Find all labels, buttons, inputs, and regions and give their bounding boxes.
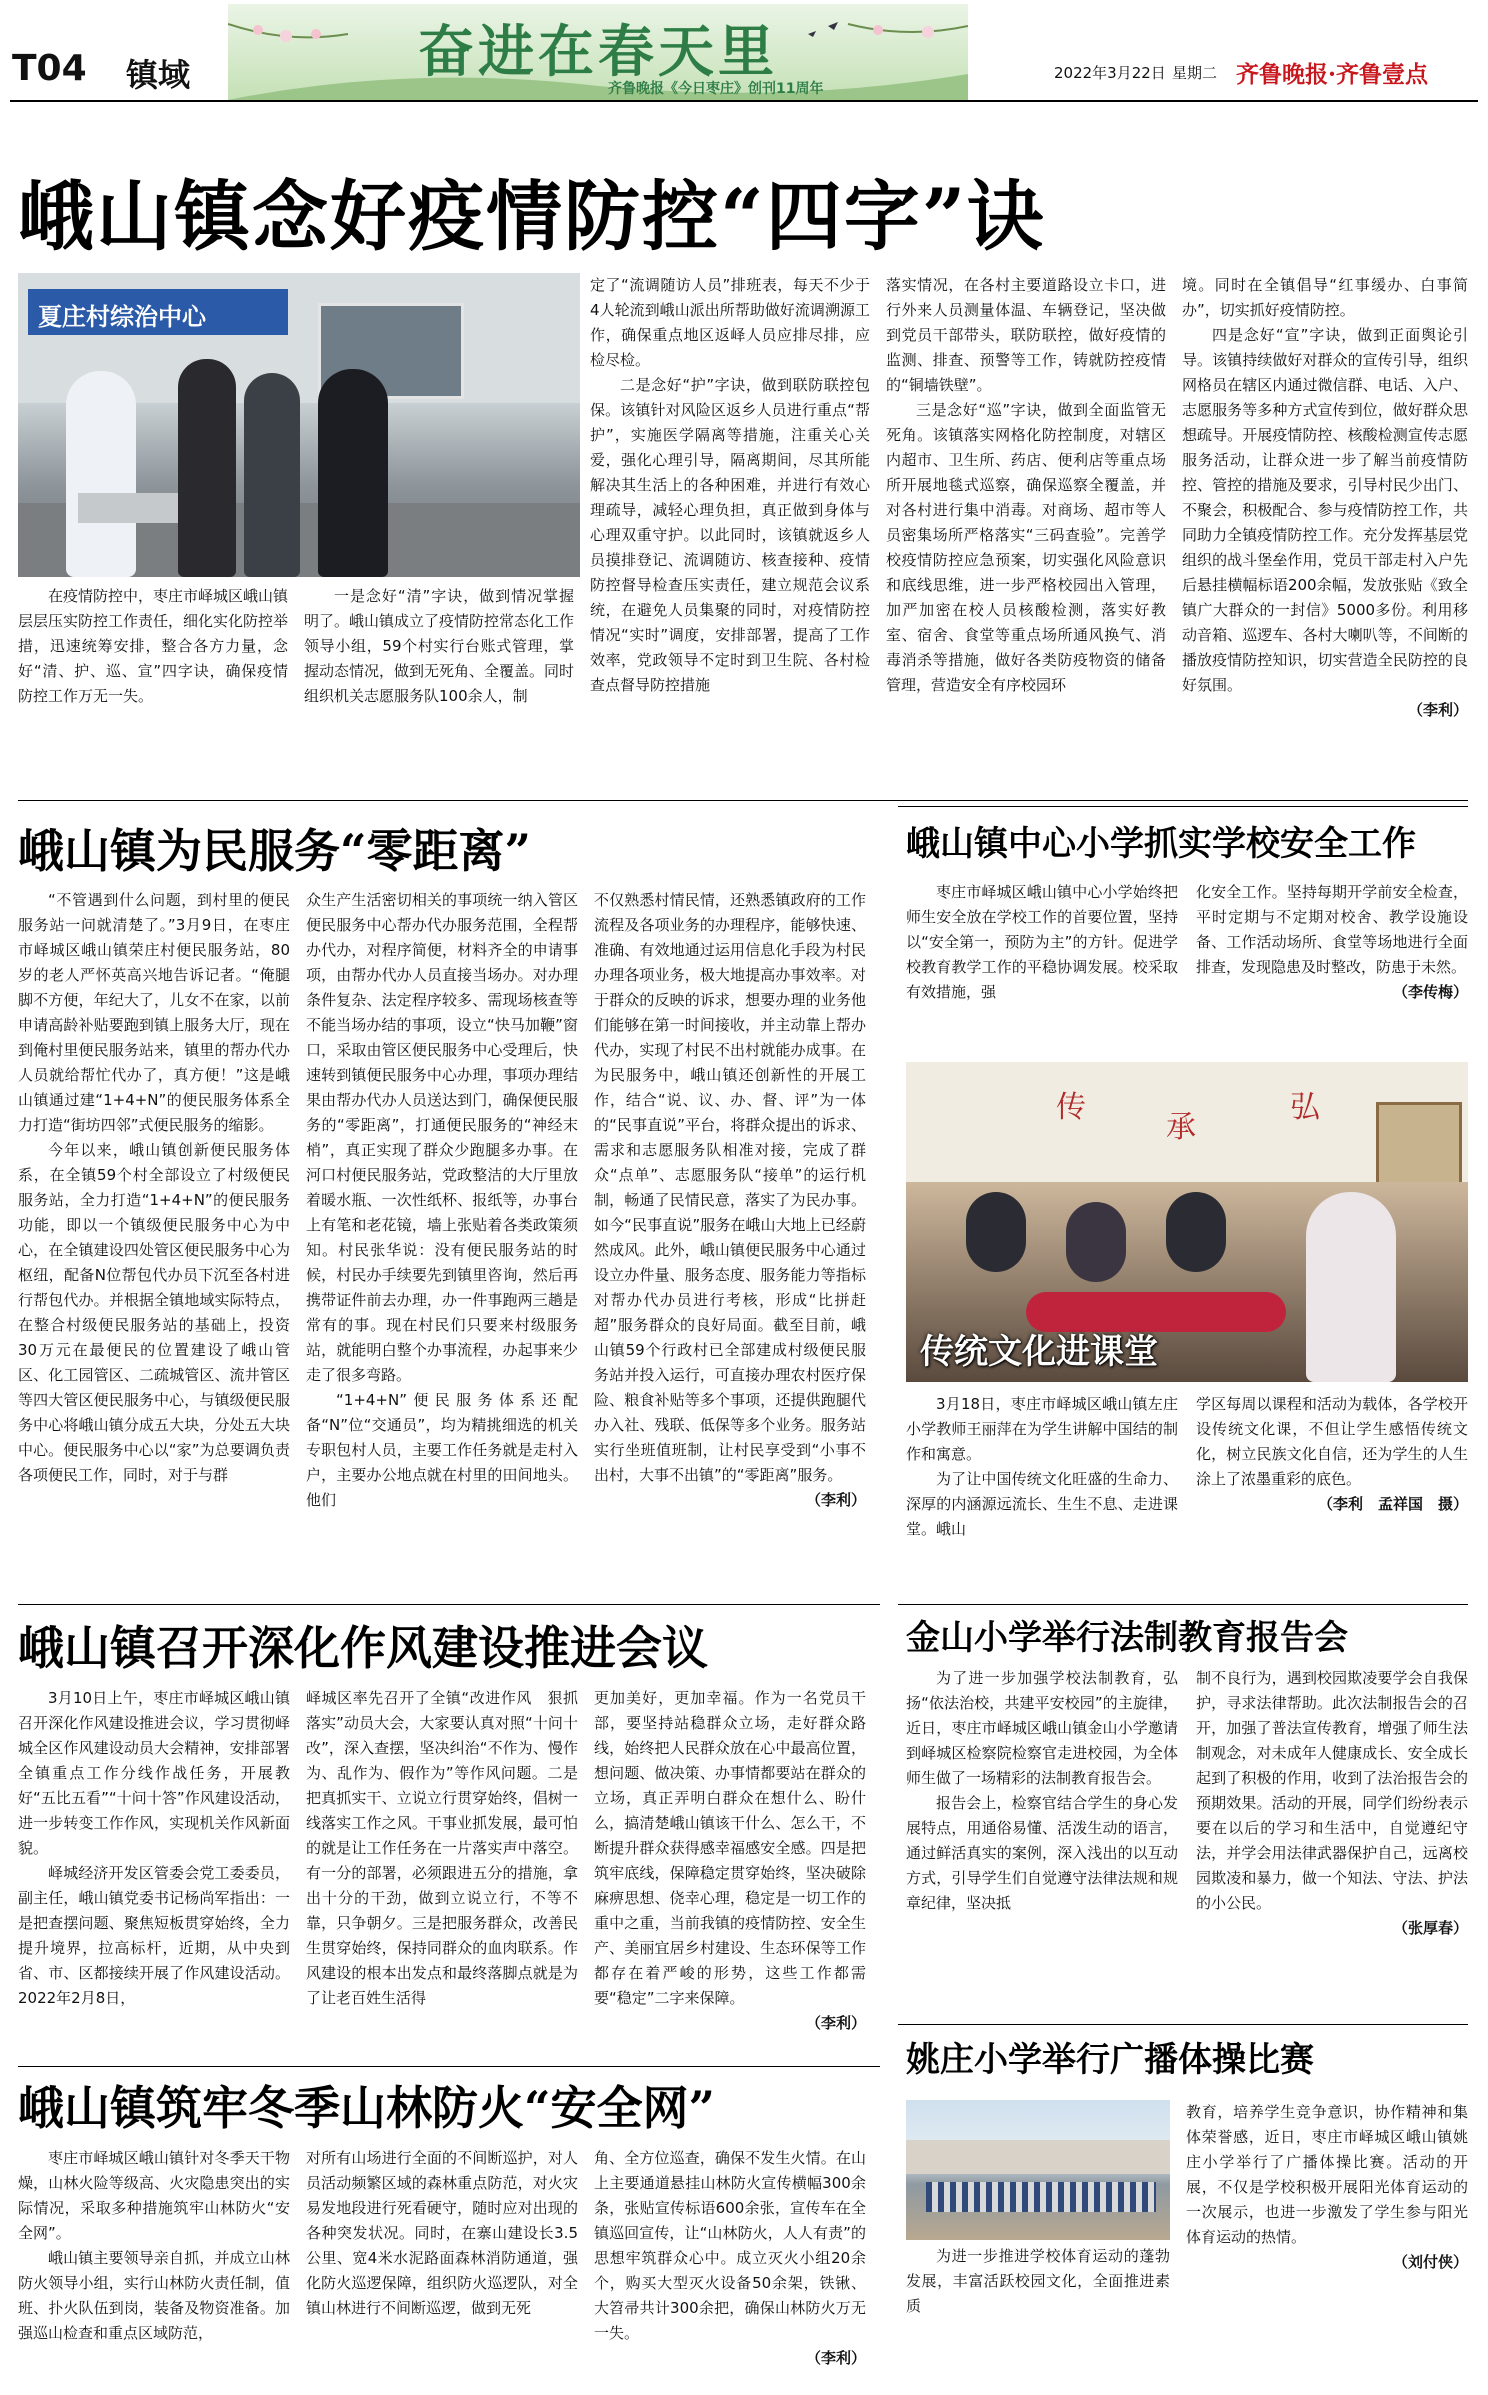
a5-signature: （李利） bbox=[805, 2014, 866, 2032]
a3-col2 bbox=[1196, 880, 1468, 1030]
student-2 bbox=[1066, 1202, 1126, 1282]
a1-col4-text-b: 三是念好“巡”字诀，做到全面监管无死角。该镇落实网格化防控制度，对辖区内超市、卫生所、药店、便利店等重点场所开展地毯式巡察，确保巡察全覆盖，并对各村进行集中消毒。对商场、超市等人员密集场所严格落实“三码查验”。完善学校疫情防控应急预案，切实强化风险意识和底线思维，进一步严格校园出入管理，加严加密在校人员核酸检测，落实好教室、宿舍、食堂等重点场所通风换气、消毒消杀等措施，做好各类防疫物资的储备管理，营造安全有序校园环 bbox=[886, 401, 1166, 694]
rule-a3-top bbox=[898, 806, 1468, 807]
a7-col3-text: 角、全方位巡查，确保不发生火情。在山上主要通道悬挂山林防火宣传横幅300余条，张贴宣传标语600余张，宣传车在全镇巡回宣传，让“山林防火，人人有责”的思想牢筑群众心中。成立灭火小组20余个，购买大型灭火设备50余架，铁锹、大笤帚共计300余把，确保山林防火万无一失。 bbox=[594, 2149, 866, 2342]
a5-col2 bbox=[306, 1686, 578, 2061]
a7-col1 bbox=[18, 2146, 290, 2386]
a5-col3-text: 更加美好，更加幸福。作为一名党员干部，要坚持站稳群众立场，走好群众路线，始终把人民群众放在心中最高位置，想问题、做决策、办事情都要站在群众的立场，真正弄明白群众在想什么、盼什么，搞清楚峨山镇该干什么、怎么干，不断提升群众获得感幸福感安全感。四是把筑牢底线，保障稳定贯穿始终，坚决破除麻痹思想、侥幸心理，稳定是一切工作的重中之重，当前我镇的疫情防控、安全生产、美丽宜居乡村建设、生态环保等工作都存在着严峻的形势，这些工作都需要“稳定”二字来保障。 bbox=[594, 1689, 866, 2007]
a7-signature: （李利） bbox=[805, 2349, 866, 2367]
student-1 bbox=[966, 1192, 1026, 1272]
a1-col5-text: 境。同时在全镇倡导“红事缓办、白事简办”，切实抓好疫情防控。 bbox=[1182, 276, 1468, 319]
headline-a8: 姚庄小学举行广播体操比赛 bbox=[906, 2040, 1314, 2080]
a5-col1-text-b: 峄城经济开发区管委会党工委委员，副主任，峨山镇党委书记杨尚军指出：一是把查摆问题、聚焦短板贯穿始终，全力提升境界，拉高标杆，近期，从中央到省、市、区都接续开展了作风建设活动。2022年2月8日， bbox=[18, 1864, 290, 2007]
masthead-rule bbox=[10, 100, 1478, 102]
a5-col3 bbox=[594, 1686, 866, 2061]
wall-char-2: 承 bbox=[1166, 1110, 1196, 1145]
a4-col1 bbox=[906, 1392, 1178, 1602]
a5-col1-text: 3月10日上午，枣庄市峄城区峨山镇召开深化作风建设推进会议，学习贯彻峄城全区作风建设动员大会精神，安排部署全镇重点工作分线作战任务，开展教好“五比五看”“十问十答”作风建设活动，进一步转变工作作风，实现机关作风新面貌。 bbox=[18, 1689, 290, 1857]
a2-col2-text-b: “1+4+N”便民服务体系还配备“N”位“交通员”，均为精挑细选的机关专职包村人员，主要工作任务就是走村入户，主要办公地点就在村里的田间地头。他们 bbox=[306, 1391, 578, 1509]
a4-col2-text: 学区每周以课程和活动为载体，各学校开设传统文化课，不但让学生感悟传统文化，树立民族文化自信，还为学生的人生涂上了浓墨重彩的底色。 bbox=[1196, 1395, 1468, 1488]
a1-col5 bbox=[1182, 273, 1468, 793]
masthead bbox=[0, 0, 1488, 100]
a6-col2-text: 制不良行为，遇到校园欺凌要学会自我保护，寻求法律帮助。此次法制报告会的召开，加强了普法宣传教育，增强了师生法制观念，对未成年人健康成长、安全成长起到了积极的作用，收到了法治报告会的预期效果。活动的开展，同学们纷纷表示要在以后的学习和生活中，自觉遵纪守法，并学会用法律武器保护自己，远离校园欺凌和暴力，做一个知法、守法、护法的小公民。 bbox=[1196, 1669, 1468, 1912]
rule-a5-top bbox=[18, 1604, 880, 1605]
rule-a1 bbox=[18, 800, 1468, 801]
a1-col2 bbox=[304, 584, 574, 784]
page-number: T04 bbox=[12, 48, 87, 89]
a1-col5-text-b: 四是念好“宣”字诀，做到正面舆论引导。该镇持续做好对群众的宣传引导，组织网格员在辖区内通过微信群、电话、入户、志愿服务等多种方式宣传到位，做好群众思想疏导。开展疫情防控、核酸检测宣传志愿服务活动，让群众进一步了解当前疫情防控、管控的措施及要求，引导村民少出门、不聚会，积极配合、参与疫情防控工作，共同助力全镇疫情防控工作。充分发挥基层党组织的战斗堡垒作用，党员干部走村入户先后悬挂横幅标语200余幅，发放张贴《致全镇广大群众的一封信》5000多份。利用移动音箱、巡逻车、各村大喇叭等，不间断的播放疫情防控知识，切实营造全民防控的良好氛围。 bbox=[1182, 326, 1468, 694]
person-official-2 bbox=[244, 373, 300, 577]
a2-col1 bbox=[18, 888, 290, 1596]
teacher bbox=[1306, 1192, 1396, 1382]
sign-text: 夏庄村综治中心 bbox=[38, 303, 206, 331]
a2-col1-text-b: 今年以来，峨山镇创新便民服务体系，在全镇59个村全部设立了村级便民服务站，全力打造“1+4+N”的便民服务功能，即以一个镇级便民服务中心为中心，在全镇建设四处管区便民服务中心为枢纽，配备N位帮包代办员下沉至各村进行帮包代办。并根据全镇地域实际特点，在整合村级便民服务站的基础上，投资30万元在最便民的位置建设了峨山管区、化工园管区、二疏城管区、流井管区等四大管区便民服务中心，与镇级便民服务中心将峨山镇分成五大块，分处五大块中心。便民服务中心以“家”为总要调负责各项便民工作，同时，对于与群 bbox=[18, 1141, 290, 1484]
a3-signature: （李传梅） bbox=[1392, 983, 1468, 1001]
photo-culture-class bbox=[906, 1062, 1468, 1382]
a8-col1-text: 为进一步推进学校体育运动的蓬勃发展，丰富活跃校园文化，全面推进素质 bbox=[906, 2247, 1170, 2315]
a2-signature: （李利） bbox=[805, 1491, 866, 1509]
school-building bbox=[906, 2140, 1170, 2174]
students-rows bbox=[926, 2182, 1156, 2212]
student-3 bbox=[1166, 1192, 1226, 1272]
photo-epidemic-check bbox=[18, 273, 580, 577]
headline-a7: 峨山镇筑牢冬季山林防火“安全网” bbox=[18, 2081, 715, 2135]
a6-col1-text: 为了进一步加强学校法制教育，弘扬“依法治校，共建平安校园”的主旋律，近日，枣庄市峄城区峨山镇金山小学邀请到峄城区检察院检察官走进校园，为全体师生做了一场精彩的法制教育报告会。 bbox=[906, 1669, 1178, 1787]
a8-col1 bbox=[906, 2244, 1170, 2384]
issue-date: 2022年3月22日 bbox=[1054, 64, 1166, 82]
a8-col2 bbox=[1186, 2100, 1468, 2386]
anniversary-banner bbox=[228, 4, 968, 100]
a8-col2-text: 教育，培养学生竞争意识，协作精神和集体荣誉感，近日，枣庄市峄城区峨山镇姚庄小学举行了广播体操比赛。活动的开展，不仅是学校积极开展阳光体育运动的一次展示，也进一步激发了学生参与阳光体育运动的热情。 bbox=[1186, 2103, 1468, 2246]
a7-col2 bbox=[306, 2146, 578, 2386]
section-name: 镇域 bbox=[126, 56, 191, 94]
a5-col2-text: 峄城区率先召开了全镇“改进作风 狠抓落实”动员大会，大家要认真对照“十问十改”，深入查摆，坚决纠治“不作为、慢作为、乱作为、假作为”等作风问题。二是把真抓实干、立说立行贯穿始终，倡树一线落实工作之风。干事业抓发展，最可怕的就是让工作任务在一片落实声中落空。有一分的部署，必须跟进五分的措施，拿出十分的干劲，做到立说立行，不等不靠，只争朝夕。三是把服务群众，改善民生贯穿始终，保持同群众的血肉联系。作风建设的根本出发点和最终落脚点就是为了让老百姓生活得 bbox=[306, 1689, 578, 2007]
person-official-3 bbox=[318, 369, 388, 577]
rule-a7-top bbox=[18, 2066, 880, 2067]
headline-a2: 峨山镇为民服务“零距离” bbox=[18, 824, 531, 878]
a4-col1-text-b: 为了让中国传统文化旺盛的生命力、深厚的内涵源远流长、生生不息、走进课堂。峨山 bbox=[906, 1470, 1178, 1538]
a5-col1 bbox=[18, 1686, 290, 2061]
a1-col2-text: 一是念好“清”字诀，做到情况掌握明了。峨山镇成立了疫情防控常态化工作领导小组，59个村实行台账式管理，掌握动态情况，做到无死角、全覆盖。同时组织机关志愿服务队100余人，制 bbox=[304, 587, 574, 705]
a2-col3-text: 不仅熟悉村情民情，还熟悉镇政府的工作流程及各项业务的办理程序，能够快速、准确、有效地通过运用信息化手段为村民办理各项业务，极大地提高办事效率。对于群众的反映的诉求，想要办理的业务他们能够在第一时间接收，并主动靠上帮办代办，实现了村民不出村就能办成事。在为民服务中，峨山镇还创新性的开展工作，结合“说、议、办、督、评”为一体的“民事直说”平台，将群众提出的诉求、需求和志愿服务队相准对接，完成了群众“点单”、志愿服务队“接单”的运行机制，畅通了民情民意，落实了为民办事。如今“民事直说”服务在峨山大地上已经蔚然成风。此外，峨山镇便民服务中心通过设立办件量、服务态度、服务能力等指标对帮办代办员进行考核，形成“比拼赶超”服务群众的良好局面。截至目前，峨山镇59个行政村已全部建成村级便民服务站并投入运行，可直接办理农村医疗保险、粮食补贴等多个事项，还提供跑腿代办入社、残联、低保等多个业务。服务站实行坐班值班制，让村民享受到“小事不出村，大事不出镇”的“零距离”服务。 bbox=[594, 891, 866, 1484]
issue-weekday: 星期二 bbox=[1172, 64, 1218, 82]
rule-a6-top bbox=[898, 1604, 1468, 1605]
a3-col2-text: 化安全工作。坚持每期开学前安全检查，平时定期与不定期对校舍、教学设施设备、工作活动场所、食堂等场地进行全面排查，发现隐患及时整改，防患于未然。 bbox=[1196, 883, 1468, 976]
a4-signature: （李利 孟祥国 摄） bbox=[1317, 1495, 1468, 1513]
brand-logo: 齐鲁晚报·齐鲁壹点 bbox=[1236, 61, 1429, 88]
a4-col2 bbox=[1196, 1392, 1468, 1602]
a1-col1 bbox=[18, 584, 288, 784]
a2-col2 bbox=[306, 888, 578, 1596]
photo-exercise-contest bbox=[906, 2100, 1170, 2240]
banner-title: 奋进在春天里 bbox=[418, 19, 778, 85]
rule-a8-top bbox=[898, 2024, 1468, 2025]
a1-signature: （李利） bbox=[1407, 701, 1468, 719]
person-official-1 bbox=[178, 359, 236, 577]
a1-col4-text: 落实情况，在各村主要道路设立卡口，进行外来人员测量体温、车辆登记，坚决做到党员干部带头，联防联控，做好疫情的监测、排查、预警等工作，铸就防控疫情的“铜墙铁壁”。 bbox=[886, 276, 1166, 394]
a1-col3-text: 定了“流调随访人员”排班表，每天不少于4人轮流到峨山派出所帮助做好流调溯源工作，确保重点地区返峄人员应排尽排，应检尽检。 bbox=[590, 276, 870, 369]
photo-label: 传统文化进课堂 bbox=[920, 1332, 1158, 1372]
wall-char-3: 弘 bbox=[1290, 1090, 1320, 1125]
a3-col1-text: 枣庄市峄城区峨山镇中心小学始终把师生安全放在学校工作的首要位置，坚持以“安全第一，预防为主”的方针。促进学校教育教学工作的平稳协调发展。校采取有效措施，强 bbox=[906, 883, 1178, 1001]
a2-col1-text: “不管遇到什么问题，到村里的便民服务站一问就清楚了。”3月9日，在枣庄市峄城区峨山镇荣庄村便民服务站，80岁的老人严怀英高兴地告诉记者。“俺腿脚不方便，年纪大了，儿女不在家，以前申请高龄补贴要跑到镇上服务大厅，现在到俺村里便民服务站来，镇里的帮办代办人员就给帮忙代办了，真方便！”这是峨山镇通过建“1+4+N”的便民服务体系全力打造“街坊四邻”式便民服务的缩影。 bbox=[18, 891, 290, 1134]
a1-col3-text-b: 二是念好“护”字诀，做到联防联控包保。该镇针对风险区返乡人员进行重点“帮护”，实施医学隔离等措施，注重关心关爱，强化心理引导，隔离期间，尽其所能解决其生活上的各种困难，并进行有效心理疏导，减轻心理负担，真正做到身体与心理双重守护。以此同时，该镇就返乡人员摸排登记、流调随访、核查接种、疫情防控督导检查压实责任，建立规范会议系统，在避免人员集聚的同时，对疫情防控情况“实时”调度，安排部署，提高了工作效率，党政领导不定时到卫生院、各村检查点督导防控措施 bbox=[590, 376, 870, 694]
a2-col2-text: 众生产生活密切相关的事项统一纳入管区便民服务中心帮办代办服务范围，全程帮办代办，对程序简便，材料齐全的申请事项，由帮办代办人员直接当场办。对办理条件复杂、法定程序较多、需现场核查等不能当场办结的事项，设立“快马加鞭”窗口，采取由管区便民服务中心受理后，快速转到镇便民服务中心办理，事项办理结果由帮办代办人员送达到门，确保便民服务的“零距离”，打通便民服务的“神经末梢”，真正实现了群众少跑腿多办事。在河口村便民服务站，党政整洁的大厅里放着暖水瓶、一次性纸杯、报纸等，办事台上有笔和老花镜，墙上张贴着各类政策须知。村民张华说：没有便民服务站的时候，村民办手续要先到镇里咨询，然后再携带证件前去办理，办一件事跑两三趟是常有的事。现在村民们只要来村级服务站，就能明白整个办事流程，办起事来少走了很多弯路。 bbox=[306, 891, 578, 1384]
headline-a5: 峨山镇召开深化作风建设推进会议 bbox=[18, 1621, 708, 1675]
a7-col1-text: 枣庄市峄城区峨山镇针对冬季天干物燥，山林火险等级高、火灾隐患突出的实际情况，采取多种措施筑牢山林防火“安全网”。 bbox=[18, 2149, 290, 2242]
a7-col2-text: 对所有山场进行全面的不间断巡护，对人员活动频繁区域的森林重点防范，对火灾易发地段进行死看硬守，随时应对出现的各种突发状况。同时，在寨山建设长3.5公里、宽4米水泥路面森林消防通道，强化防火巡逻保障，组织防火巡逻队，对全镇山林进行不间断巡逻，做到无死 bbox=[306, 2149, 578, 2317]
a1-col4 bbox=[886, 273, 1166, 793]
a6-signature: （张厚春） bbox=[1392, 1919, 1468, 1937]
a2-col3 bbox=[594, 888, 866, 1596]
a6-col1 bbox=[906, 1666, 1178, 2016]
headline-a3: 峨山镇中心小学抓实学校安全工作 bbox=[906, 824, 1416, 864]
person-hazmat bbox=[66, 371, 136, 577]
a3-col1 bbox=[906, 880, 1178, 1030]
a7-col3 bbox=[594, 2146, 866, 2386]
wall-char-1: 传 bbox=[1056, 1090, 1086, 1125]
a6-col1-text-b: 报告会上，检察官结合学生的身心发展特点，用通俗易懂、活泼生动的语言，通过鲜活真实的案例，深入浅出的以互动方式，引导学生们自觉遵守法律法规和规章纪律，坚决抵 bbox=[906, 1794, 1178, 1912]
a7-col1-text-b: 峨山镇主要领导亲自抓，并成立山林防火领导小组，实行山林防火责任制，值班、扑火队伍到岗，装备及物资准备。加强巡山检查和重点区域防范， bbox=[18, 2249, 290, 2342]
a1-col3 bbox=[590, 273, 870, 793]
headline-a6: 金山小学举行法制教育报告会 bbox=[906, 1618, 1348, 1658]
banner-subtitle: 齐鲁晚报《今日枣庄》创刊11周年 bbox=[608, 81, 824, 97]
a6-col2 bbox=[1196, 1666, 1468, 2016]
a4-col1-text: 3月18日，枣庄市峄城区峨山镇左庄小学教师王丽萍在为学生讲解中国结的制作和寓意。 bbox=[906, 1395, 1178, 1463]
a8-signature: （刘付侠） bbox=[1392, 2253, 1468, 2271]
a1-caption: 在疫情防控中，枣庄市峄城区峨山镇层层压实防控工作责任，细化实化防控举措，迅速统筹安排，整合各方力量，念好“清、护、巡、宣”四字诀，确保疫情防控工作万无一失。 bbox=[18, 587, 288, 705]
headline-a1: 峨山镇念好疫情防控“四字”诀 bbox=[18, 172, 1046, 261]
